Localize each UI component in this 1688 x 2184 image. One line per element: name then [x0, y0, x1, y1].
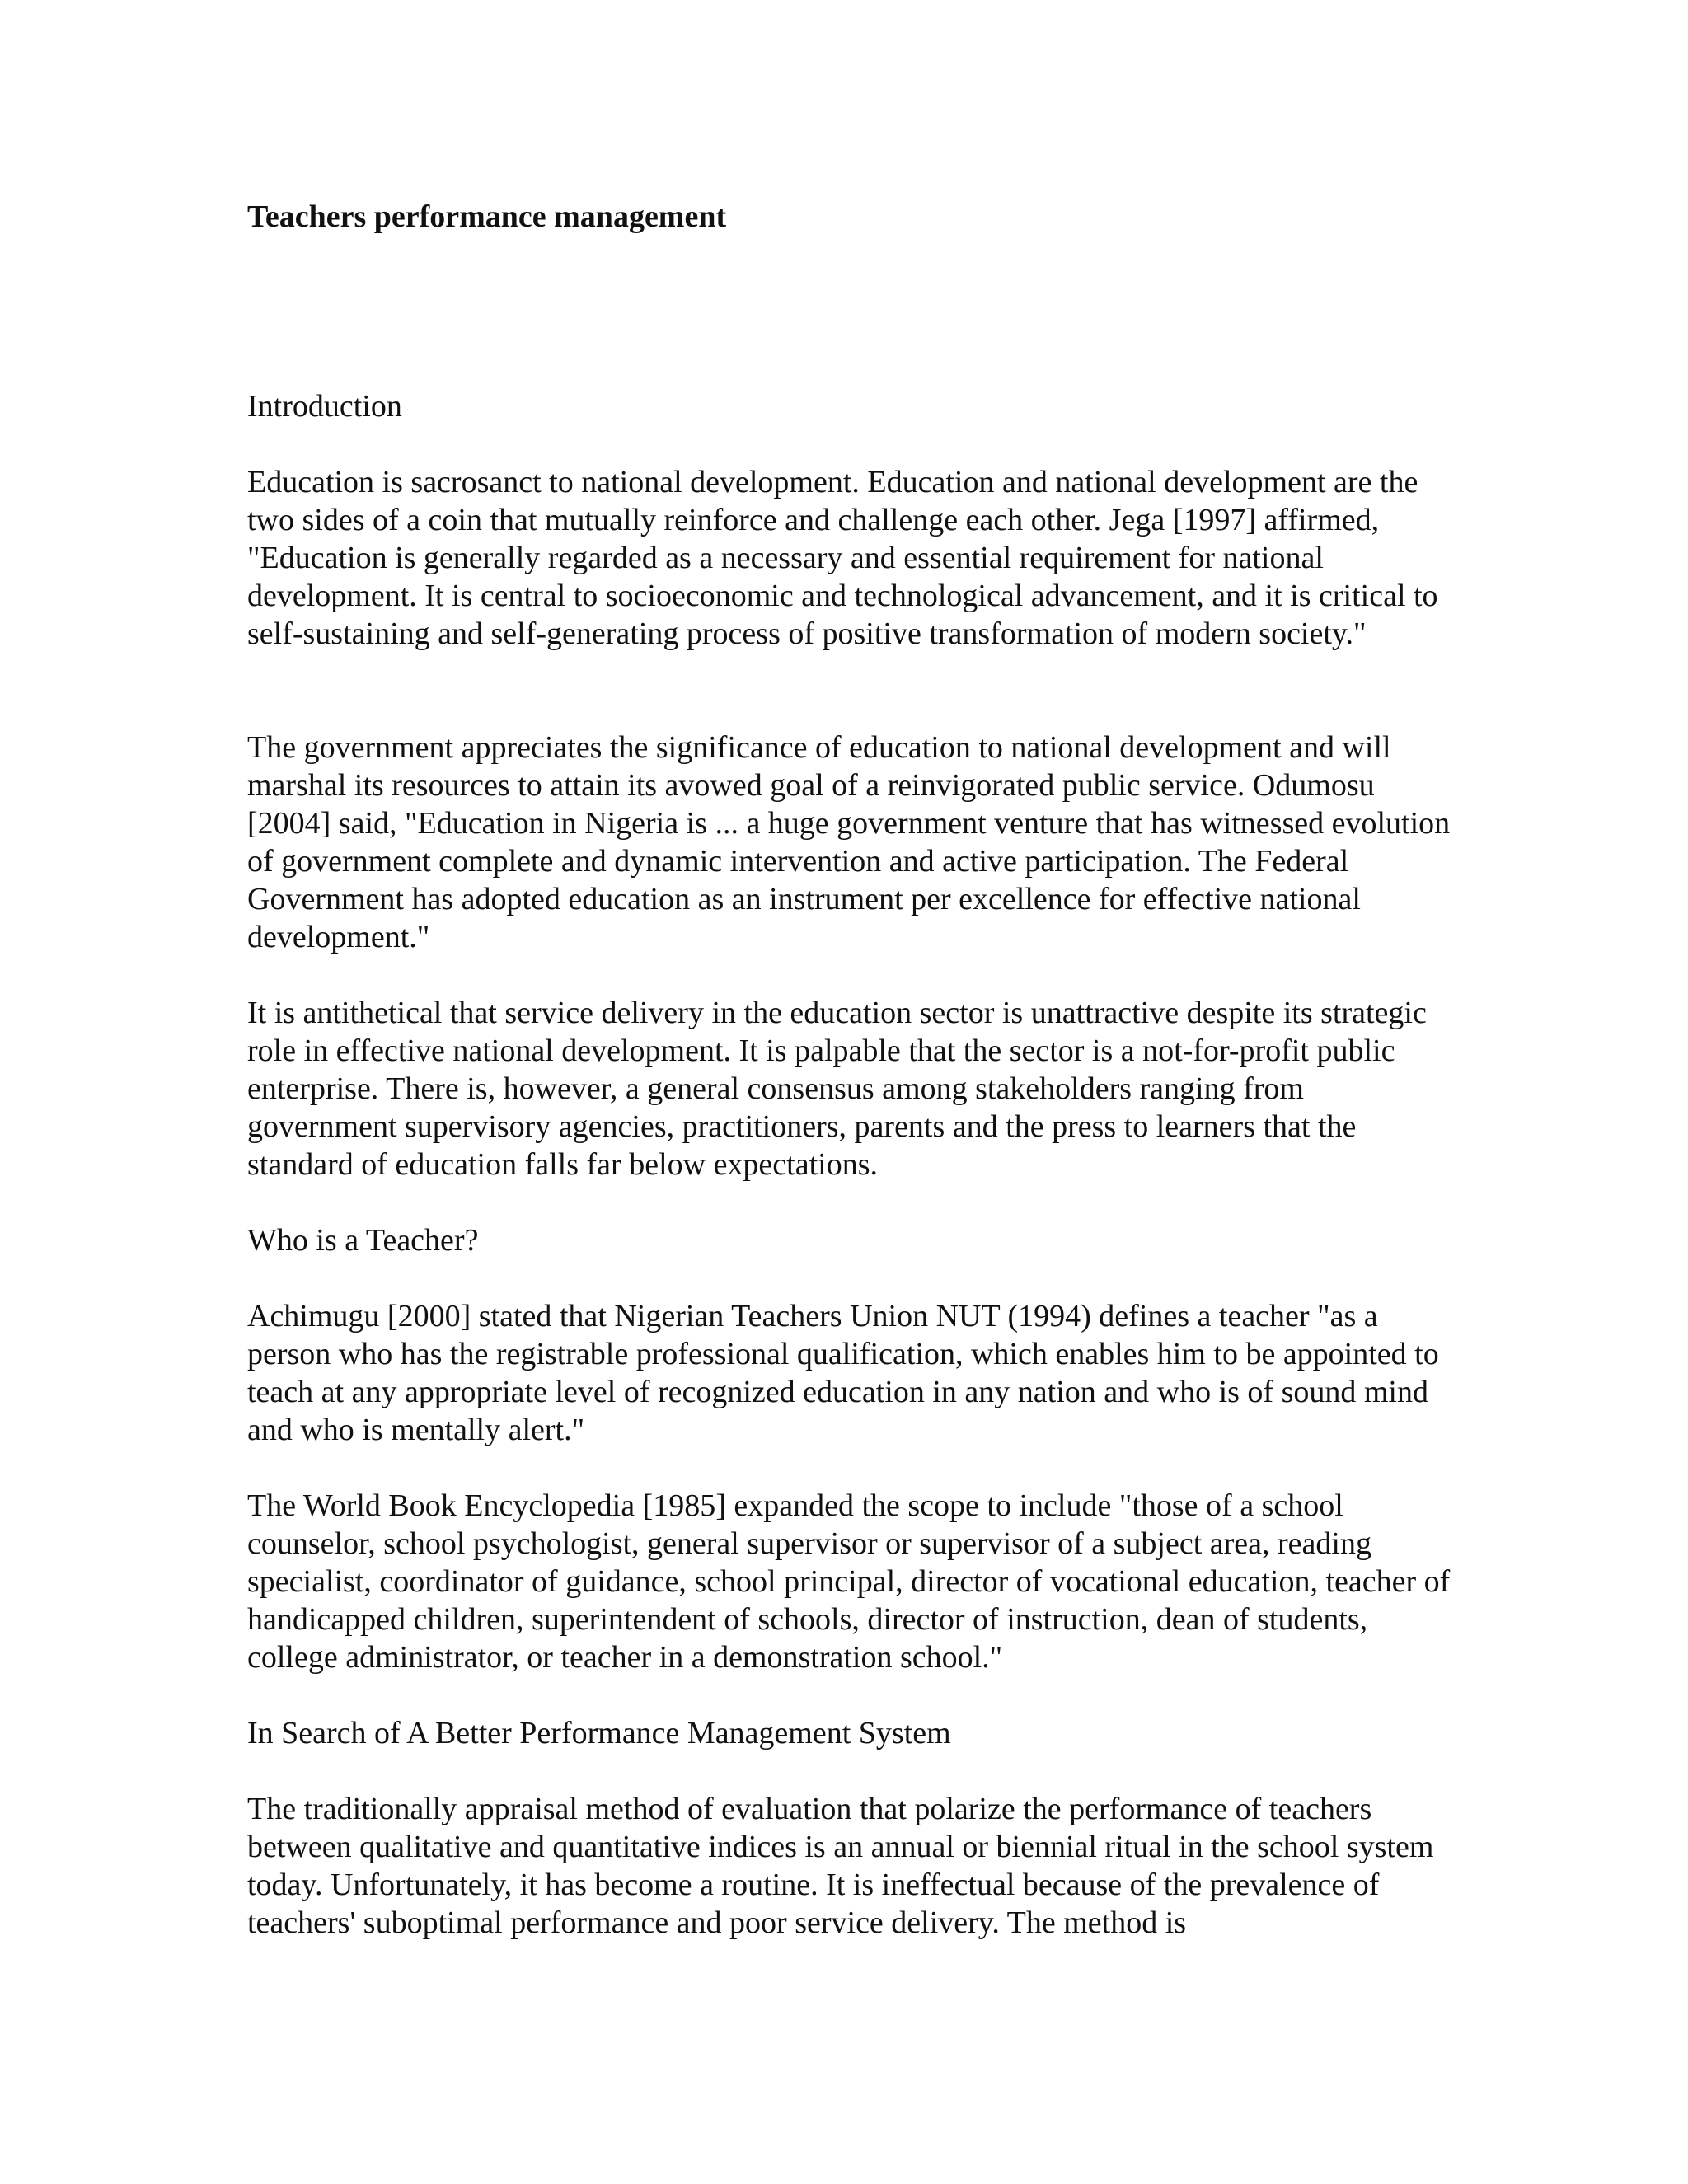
teacher-heading: Who is a Teacher? — [247, 1223, 479, 1258]
introduction-heading: Introduction — [247, 389, 402, 424]
paragraph-3: It is antithetical that service delivery in the education sector is unattractive despite its strategic role in effective national development. It is palpable that the sector is a not-for-profit public enterprise. There is, however, a general consensus among stakeholders ranging from government supervisory agencies, practitioners, parents and the press to learners that the standard of education falls far below expectations. — [247, 996, 1427, 1182]
document-title: Teachers performance management — [247, 199, 727, 234]
paragraph-4: Achimugu [2000] stated that Nigerian Teachers Union NUT (1994) defines a teacher "as a person who has the registrable professional qualification, which enables him to be appointed to teach at any appropriate level of recognized education in any nation and who is of sound mind and who is mentally alert." — [247, 1299, 1439, 1447]
search-heading: In Search of A Better Performance Management System — [247, 1716, 951, 1750]
paragraph-6: The traditionally appraisal method of evaluation that polarize the performance of teachers between qualitative and quantitative indices is an annual or biennial ritual in the school system today. Unfortunately, it has become a routine. It is ineffectual because of the prevalence of teachers' suboptimal performance and poor service delivery. The method is — [247, 1792, 1434, 1940]
paragraph-5: The World Book Encyclopedia [1985] expanded the scope to include "those of a school counselor, school psychologist, general supervisor or supervisor of a subject area, reading specialist, coordinator of guidance, school principal, director of vocational education, teacher of handicapped children, superintendent of schools, director of instruction, dean of students, college administrator, or teacher in a demonstration school." — [247, 1488, 1451, 1675]
paragraph-2: The government appreciates the significance of education to national development and will marshal its resources to attain its avowed goal of a reinvigorated public service. Odumosu [2004] said, "Education in Nigeria is ... a huge government venture that has witnessed evolution of government complete and dynamic intervention and active participation. The Federal Government has adopted education as an instrument per excellence for effective national development." — [247, 730, 1451, 954]
paragraph-1: Education is sacrosanct to national development. Education and national development are the two sides of a coin that mutually reinforce and challenge each other. Jega [1997] affirmed, "Education is generally regarded as a necessary and essential requirement for national development. It is central to socioeconomic and technological advancement, and it is critical to self-sustaining and self-generating process of positive transformation of modern society." — [247, 465, 1438, 651]
